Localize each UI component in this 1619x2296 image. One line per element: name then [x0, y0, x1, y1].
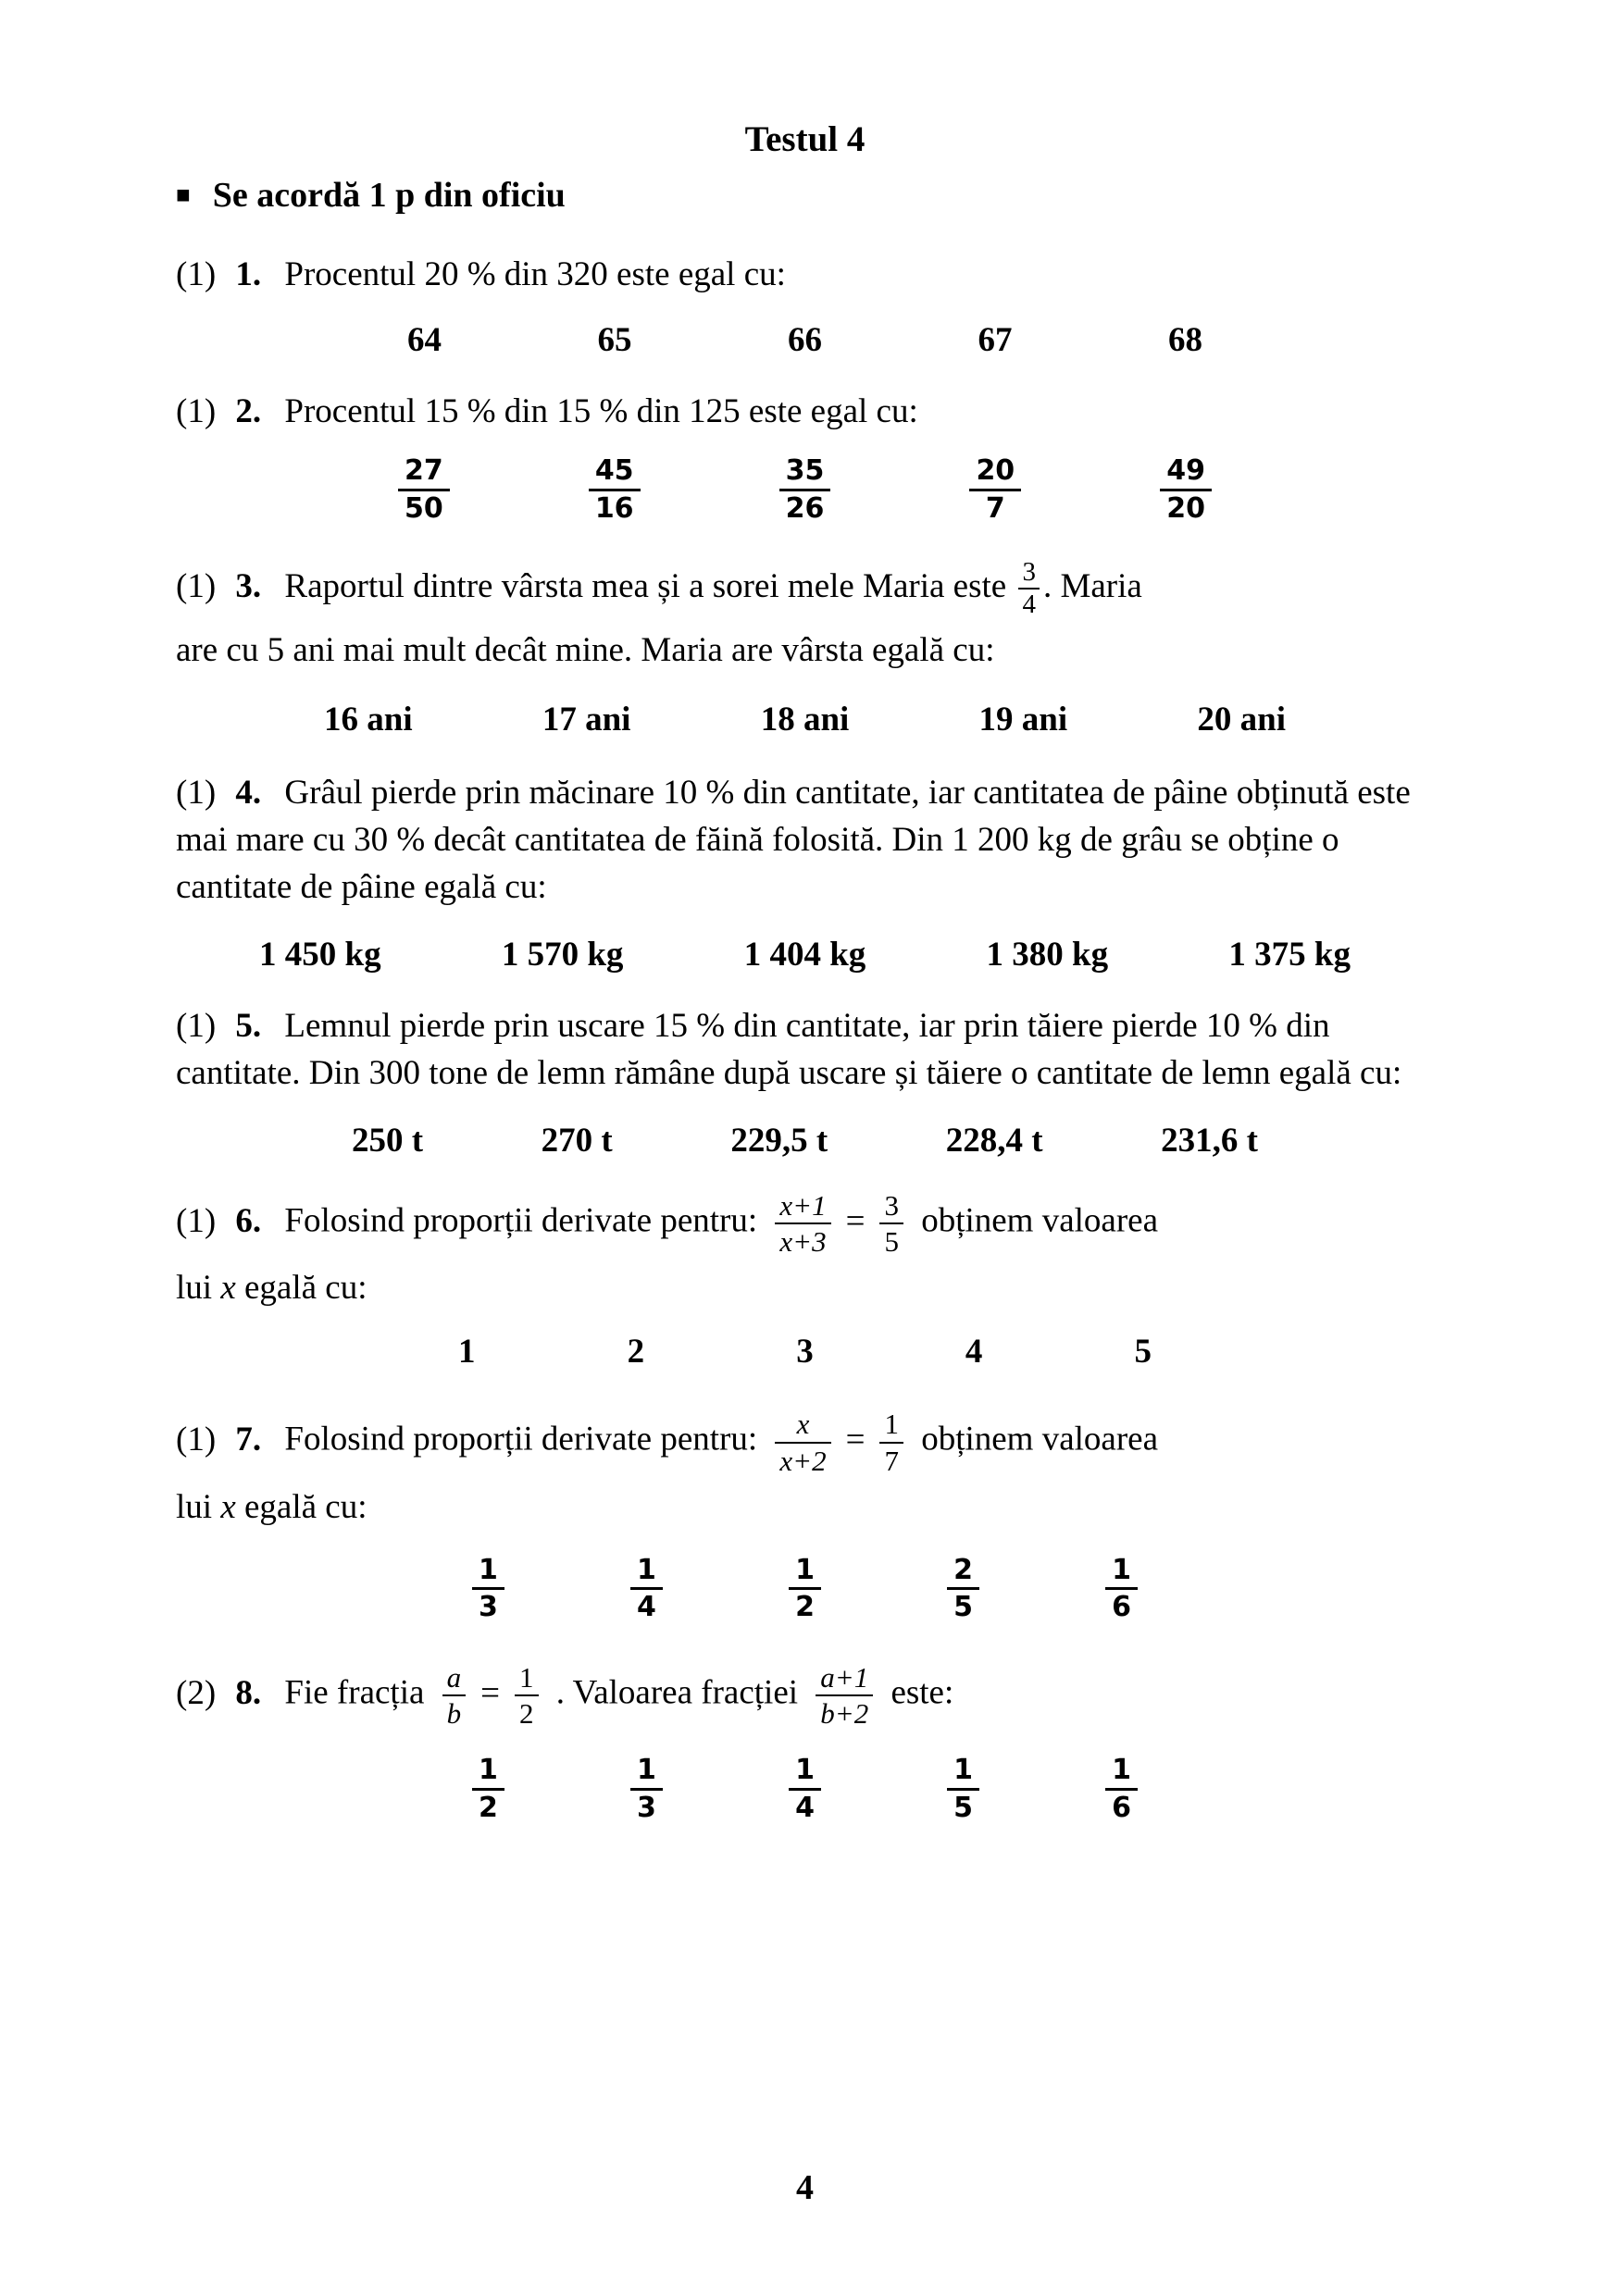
fraction-numerator: x+1: [779, 1189, 827, 1222]
fraction-numerator: 1: [519, 1660, 534, 1694]
option: 2: [627, 1333, 645, 1371]
option: 3: [796, 1333, 814, 1371]
question-8-text-mid: . Valoarea fracției: [555, 1673, 799, 1712]
question-8-number: 8.: [235, 1673, 262, 1712]
fraction-numerator: 27: [405, 454, 443, 488]
fraction-denominator: 7: [985, 491, 1005, 525]
option-fraction: [969, 453, 1021, 526]
option: 67: [978, 321, 1013, 360]
fraction-denominator: 4: [1022, 590, 1036, 620]
question-8-text: Fie fracția: [284, 1673, 425, 1712]
option: 68: [1168, 321, 1202, 360]
question-6: [176, 1188, 1434, 1259]
question-6-options: [176, 1332, 1434, 1371]
fraction-denominator: 2: [479, 1791, 498, 1824]
question-8: [176, 1660, 1434, 1731]
fraction-numerator: 1: [953, 1754, 973, 1787]
option: 1 404 kg: [743, 935, 866, 974]
fraction-denominator: 50: [405, 491, 443, 525]
fraction-numerator: 1: [1112, 1754, 1131, 1787]
equation-left-fraction: [775, 1407, 830, 1477]
word: lui: [176, 1269, 213, 1308]
question-5-text: Lemnul pierde prin uscare 15 % din cantitate, iar prin tăiere pierde 10 % din cantitate. Din 300 tone de lemn rămâne după uscare și tăiere o cantitate de lemn egală cu:: [176, 1006, 1402, 1093]
math-variable: x: [220, 1487, 236, 1526]
option-fraction: [472, 1753, 504, 1825]
equals-sign: =: [845, 1201, 866, 1240]
question-4-options: [176, 935, 1434, 974]
fraction-numerator: 1: [637, 1754, 656, 1787]
question-6-line2: [176, 1264, 1434, 1311]
fraction-denominator: 7: [884, 1444, 899, 1477]
question-5-points: (1): [176, 1006, 217, 1045]
option: 19 ani: [978, 700, 1068, 738]
fraction-numerator: 3: [884, 1189, 899, 1222]
question-6-number: 6.: [235, 1201, 262, 1240]
option-fraction: [789, 1753, 821, 1825]
option: 66: [788, 321, 822, 360]
question-7-points: (1): [176, 1421, 217, 1459]
fraction-numerator: 45: [594, 454, 634, 488]
option-fraction: [789, 1553, 821, 1625]
question-4-points: (1): [176, 773, 217, 812]
question-4: [176, 769, 1434, 911]
fraction-numerator: 1: [637, 1553, 656, 1586]
option-fraction: [472, 1553, 504, 1625]
fraction-denominator: x+2: [779, 1444, 827, 1477]
fraction-numerator: 2: [953, 1553, 973, 1586]
question-6-text: Folosind proporții derivate pentru:: [284, 1201, 758, 1240]
question-7-text: Folosind proporții derivate pentru:: [284, 1421, 758, 1459]
fraction-numerator: 20: [976, 454, 1015, 488]
word: lui: [176, 1487, 213, 1526]
fraction-denominator: b: [446, 1697, 462, 1731]
question-7: [176, 1407, 1434, 1477]
option: 228,4 t: [945, 1122, 1043, 1160]
equation-right-fraction: [515, 1660, 539, 1731]
fraction-numerator: 3: [1022, 557, 1036, 588]
question-5-options: [176, 1121, 1434, 1160]
question-7-line2: [176, 1483, 1434, 1531]
question-3-text-after: . Maria: [1042, 566, 1142, 605]
fraction-denominator: 5: [884, 1225, 899, 1259]
fraction-denominator: 4: [795, 1791, 815, 1824]
question-2: [176, 388, 1434, 435]
math-variable: x: [220, 1269, 236, 1308]
question-1-number: 1.: [235, 255, 262, 293]
word: egală cu:: [244, 1269, 367, 1308]
equation-right-fraction: [879, 1188, 903, 1259]
fraction-denominator: 5: [953, 1591, 973, 1624]
question-5: [176, 1002, 1434, 1097]
option-fraction: [1105, 1753, 1138, 1825]
question-2-text: Procentul 15 % din 15 % din 125 este egal cu:: [284, 392, 918, 431]
option: 18 ani: [760, 700, 850, 738]
question-3-text: Raportul dintre vârsta mea și a sorei mele Maria este: [284, 566, 1007, 605]
question-2-options: [176, 453, 1434, 526]
question-1-text: Procentul 20 % din 320 este egal cu:: [284, 255, 786, 293]
square-bullet-icon: ■: [176, 181, 191, 208]
fraction-denominator: 20: [1166, 491, 1205, 525]
fraction-numerator: a: [446, 1660, 462, 1694]
equals-sign: =: [480, 1673, 501, 1712]
fraction-numerator: 1: [884, 1408, 899, 1441]
option: 20 ani: [1197, 700, 1286, 738]
fraction-denominator: 2: [795, 1591, 815, 1624]
fraction-numerator: 49: [1166, 454, 1205, 488]
question-7-number: 7.: [235, 1421, 262, 1459]
option: 229,5 t: [730, 1122, 828, 1160]
question-1-points: (1): [176, 255, 217, 293]
fraction-denominator: 16: [594, 491, 634, 525]
equation-left-fraction: [442, 1660, 467, 1731]
option: 1 450 kg: [259, 935, 381, 974]
option: 1: [458, 1333, 476, 1371]
question-1-options: [176, 320, 1434, 360]
fraction-denominator: 4: [637, 1591, 656, 1624]
fraction-denominator: 5: [953, 1791, 973, 1824]
page-title: Testul 4: [744, 119, 866, 159]
question-3-number: 3.: [235, 566, 262, 605]
question-5-number: 5.: [235, 1006, 262, 1045]
question-2-number: 2.: [235, 392, 262, 431]
question-3: [176, 557, 1434, 621]
option: 65: [597, 321, 632, 360]
question-3-line2: are cu 5 ani mai mult decât mine. Maria are vârsta egală cu:: [176, 630, 995, 669]
value-fraction: [816, 1660, 873, 1731]
fraction-denominator: 2: [519, 1697, 534, 1731]
question-7-options: [176, 1553, 1434, 1625]
page-number: 4: [796, 2168, 814, 2207]
option: 64: [407, 321, 442, 360]
option: 1 380 kg: [986, 935, 1109, 974]
option-fraction: [1160, 453, 1212, 526]
fraction-numerator: 35: [785, 454, 825, 488]
header-note-text: Se acordă 1 p din oficiu: [212, 176, 566, 215]
header-note: [176, 175, 1434, 216]
option-fraction: [630, 1753, 663, 1825]
option-fraction: [398, 453, 450, 526]
option-fraction: [630, 1553, 663, 1625]
question-4-text: Grâul pierde prin măcinare 10 % din cantitate, iar cantitatea de pâine obținută este mai mare cu 30 % decât cantitatea de făină folosită. Din 1 200 kg de grâu se obține o cantitate de pâine egală cu:: [176, 773, 1411, 906]
question-2-points: (1): [176, 392, 217, 431]
fraction-denominator: 3: [637, 1791, 656, 1824]
question-3-options: [176, 700, 1434, 739]
option: 250 t: [352, 1122, 424, 1160]
option: 5: [1134, 1333, 1152, 1371]
inline-fraction: [1018, 557, 1040, 621]
option: 16 ani: [324, 700, 413, 738]
equation-left-fraction: [775, 1188, 830, 1259]
option: 1 570 kg: [501, 935, 624, 974]
fraction-denominator: x+3: [779, 1225, 827, 1259]
question-6-text-after: obținem valoarea: [921, 1201, 1159, 1240]
option: 4: [965, 1333, 983, 1371]
question-1: [176, 251, 1434, 298]
option: 17 ani: [542, 700, 631, 738]
equation-right-fraction: [879, 1407, 903, 1477]
question-6-points: (1): [176, 1201, 217, 1240]
option-fraction: [1105, 1553, 1138, 1625]
fraction-numerator: 1: [1112, 1553, 1131, 1586]
fraction-numerator: a+1: [820, 1660, 869, 1694]
option-fraction: [779, 453, 831, 526]
question-3-points: (1): [176, 566, 217, 605]
option: 1 375 kg: [1228, 935, 1351, 974]
fraction-denominator: b+2: [820, 1697, 869, 1731]
option: 231,6 t: [1161, 1122, 1258, 1160]
fraction-numerator: x: [796, 1408, 810, 1441]
option: 270 t: [541, 1122, 613, 1160]
question-7-text-after: obținem valoarea: [921, 1421, 1159, 1459]
fraction-numerator: 1: [479, 1754, 498, 1787]
question-8-points: (2): [176, 1673, 217, 1712]
fraction-denominator: 3: [479, 1591, 498, 1624]
fraction-denominator: 26: [785, 491, 825, 525]
option-fraction: [947, 1753, 979, 1825]
fraction-numerator: 1: [479, 1553, 498, 1586]
question-8-options: [176, 1753, 1434, 1825]
fraction-denominator: 6: [1112, 1791, 1131, 1824]
fraction-numerator: 1: [795, 1553, 815, 1586]
word: egală cu:: [244, 1487, 367, 1526]
question-4-number: 4.: [235, 773, 262, 812]
question-8-text-after: este:: [890, 1673, 954, 1712]
fraction-denominator: 6: [1112, 1591, 1131, 1624]
option-fraction: [947, 1553, 979, 1625]
option-fraction: [589, 453, 641, 526]
fraction-numerator: 1: [795, 1754, 815, 1787]
equals-sign: =: [845, 1421, 866, 1459]
